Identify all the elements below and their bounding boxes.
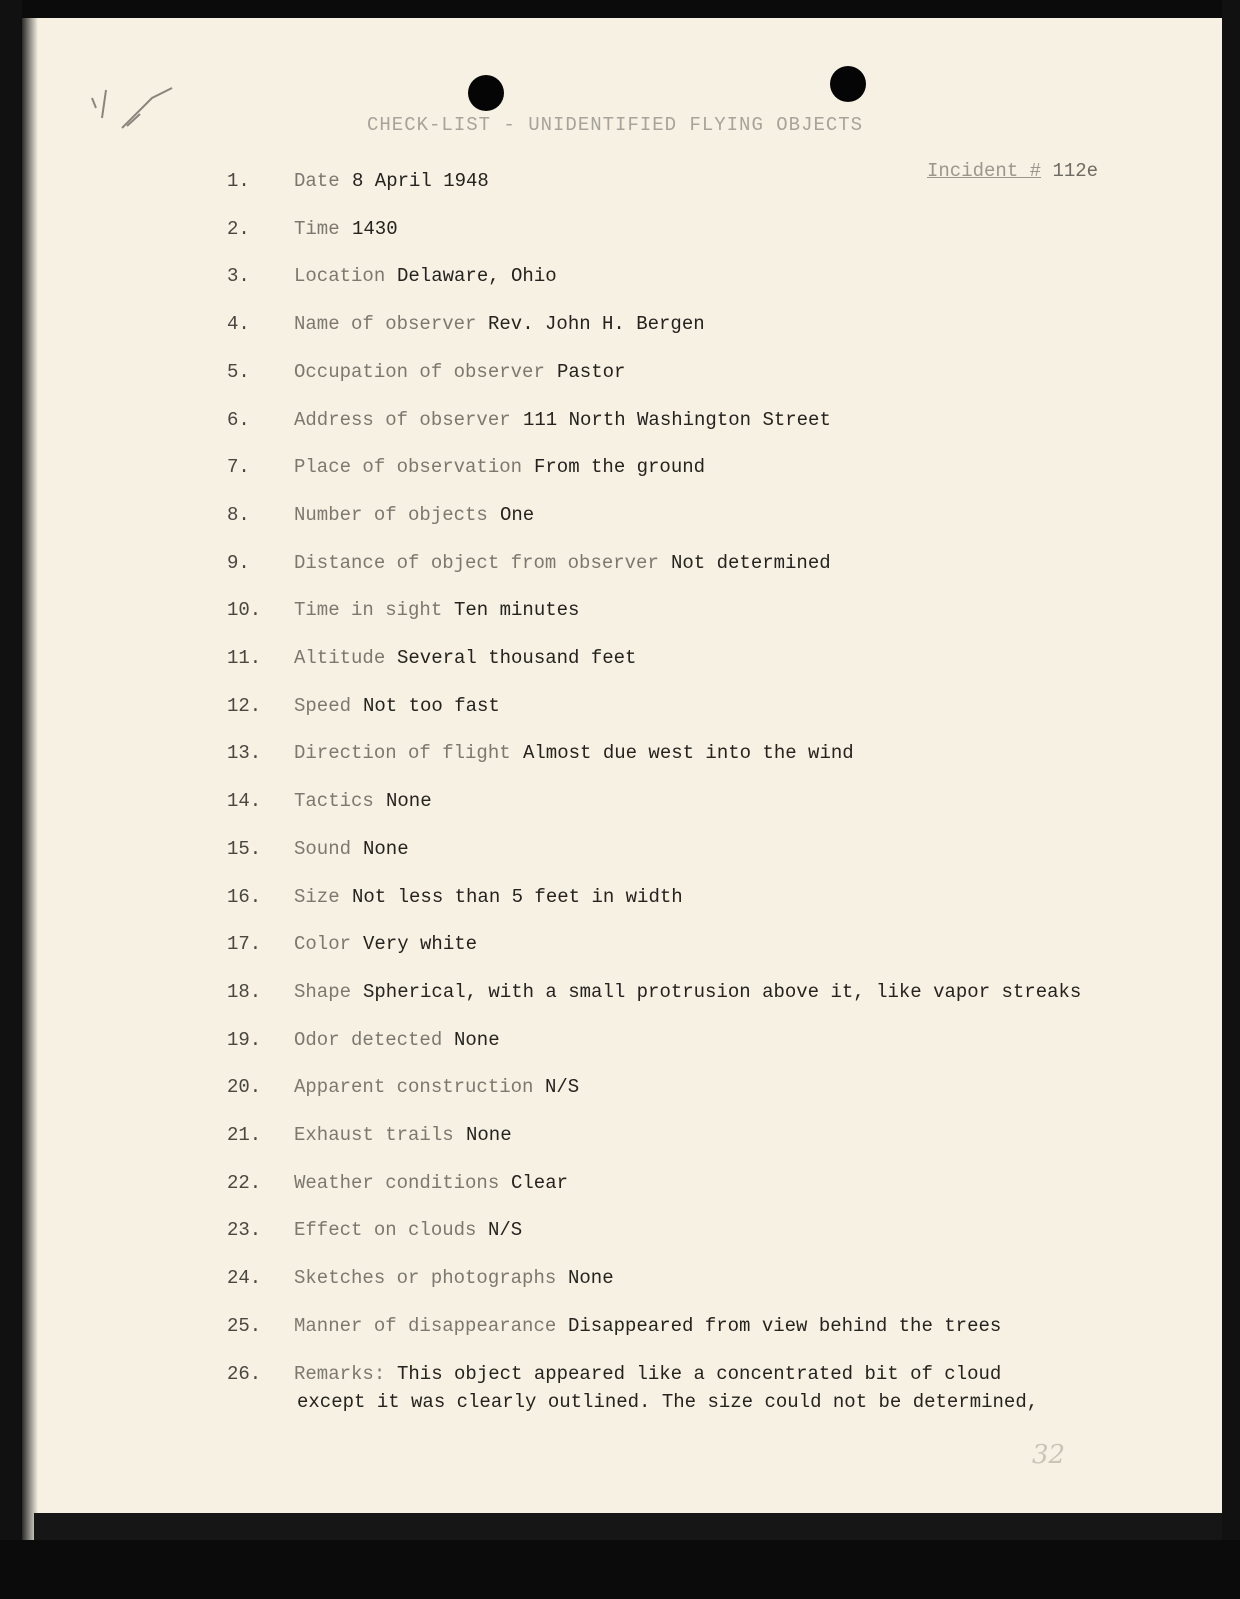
item-label: Time [294,218,340,240]
item-number: 22. [227,1172,262,1194]
checklist-item [22,1076,1222,1106]
item-value: 8 April 1948 [352,170,489,192]
checklist-item [22,742,1222,772]
checklist-item [22,218,1222,248]
item-number: 1. [227,170,250,192]
item-number: 16. [227,886,262,908]
checklist-item [22,504,1222,534]
scan-edge-right [1222,0,1240,1599]
item-number: 4. [227,313,250,335]
item-label: Exhaust trails [294,1124,454,1146]
item-number: 25. [227,1315,262,1337]
checklist-item [22,981,1222,1011]
checklist-item [22,1029,1222,1059]
item-value: Not determined [671,552,831,574]
checklist-item [22,313,1222,343]
item-number: 6. [227,409,250,431]
checklist-item [22,1267,1222,1297]
item-number: 3. [227,265,250,287]
checklist-item [22,1315,1222,1345]
item-label: Weather conditions [294,1172,500,1194]
item-value: Delaware, Ohio [397,265,557,287]
item-value: N/S [545,1076,580,1098]
item-value: Almost due west into the wind [523,742,854,764]
item-label: Tactics [294,790,374,812]
item-value: Rev. John H. Bergen [488,313,705,335]
item-value: None [454,1029,500,1051]
item-value: Ten minutes [454,599,580,621]
item-label: Manner of disappearance [294,1315,557,1337]
item-value: None [386,790,432,812]
checklist-item [22,790,1222,820]
item-value: None [568,1267,614,1289]
punch-hole-right [830,66,866,102]
item-value: One [500,504,535,526]
scan-edge-bottom [0,1540,1240,1599]
item-label: Odor detected [294,1029,443,1051]
item-label: Altitude [294,647,386,669]
item-label: Sketches or photographs [294,1267,557,1289]
checklist-item [22,1124,1222,1154]
item-value: Several thousand feet [397,647,637,669]
item-label: Sound [294,838,352,860]
scan-edge-left [0,0,22,1599]
checklist-item [22,1363,1222,1393]
checklist-item [22,552,1222,582]
item-label: Effect on clouds [294,1219,477,1241]
item-number: 10. [227,599,262,621]
item-number: 18. [227,981,262,1003]
item-number: 7. [227,456,250,478]
item-label: Speed [294,695,352,717]
item-number: 5. [227,361,250,383]
checklist-item [22,647,1222,677]
item-value: Not less than 5 feet in width [352,886,683,908]
item-number: 21. [227,1124,262,1146]
item-label: Remarks: [294,1363,386,1385]
item-number: 8. [227,504,250,526]
item-number: 24. [227,1267,262,1289]
item-value: This object appeared like a concentrated bit of cloud [397,1363,1002,1385]
punch-hole-left [468,75,504,111]
item-label: Shape [294,981,352,1003]
item-label: Direction of flight [294,742,511,764]
item-value: 1430 [352,218,398,240]
item-label: Occupation of observer [294,361,545,383]
item-number: 13. [227,742,262,764]
item-value: Not too fast [363,695,500,717]
item-value: Pastor [557,361,626,383]
page-number: 32 [1032,1440,1066,1470]
item-label: Time in sight [294,599,443,621]
item-label: Apparent construction [294,1076,534,1098]
checklist-item [22,456,1222,486]
item-number: 15. [227,838,262,860]
checklist-item [22,695,1222,725]
remarks-continuation: except it was clearly outlined. The size could not be determined, [297,1391,1039,1413]
checklist-item [22,933,1222,963]
item-number: 12. [227,695,262,717]
item-number: 11. [227,647,262,669]
item-number: 23. [227,1219,262,1241]
item-value: None [363,838,409,860]
item-label: Size [294,886,340,908]
incident-label: Incident # [927,160,1042,182]
item-label: Number of objects [294,504,488,526]
checklist-item [22,886,1222,916]
item-value: From the ground [534,456,706,478]
item-label: Date [294,170,340,192]
item-value: None [466,1124,512,1146]
item-number: 26. [227,1363,262,1385]
item-number: 20. [227,1076,262,1098]
item-number: 9. [227,552,250,574]
incident-value: 112e [1052,160,1099,182]
page-bottom-border [34,1513,1222,1540]
item-number: 19. [227,1029,262,1051]
item-number: 2. [227,218,250,240]
item-label: Color [294,933,352,955]
item-number: 14. [227,790,262,812]
checklist-item [22,1172,1222,1202]
checklist-item [22,409,1222,439]
item-value: 111 North Washington Street [523,409,831,431]
checklist-item [22,265,1222,295]
item-value: Spherical, with a small protrusion above it, like vapor streaks [363,981,1082,1003]
item-number: 17. [227,933,262,955]
checklist-item [22,170,1222,200]
document-title: CHECK-LIST - UNIDENTIFIED FLYING OBJECTS [367,114,864,136]
pencil-mark [62,78,182,158]
item-value: Disappeared from view behind the trees [568,1315,1002,1337]
item-label: Distance of object from observer [294,552,659,574]
checklist-item [22,361,1222,391]
item-value: Very white [363,933,478,955]
checklist-item [22,1219,1222,1249]
item-value: Clear [511,1172,569,1194]
item-label: Place of observation [294,456,523,478]
item-value: N/S [488,1219,523,1241]
item-label: Name of observer [294,313,477,335]
checklist-item [22,838,1222,868]
item-label: Address of observer [294,409,511,431]
checklist-item [22,599,1222,629]
item-label: Location [294,265,386,287]
document-page [22,18,1222,1540]
